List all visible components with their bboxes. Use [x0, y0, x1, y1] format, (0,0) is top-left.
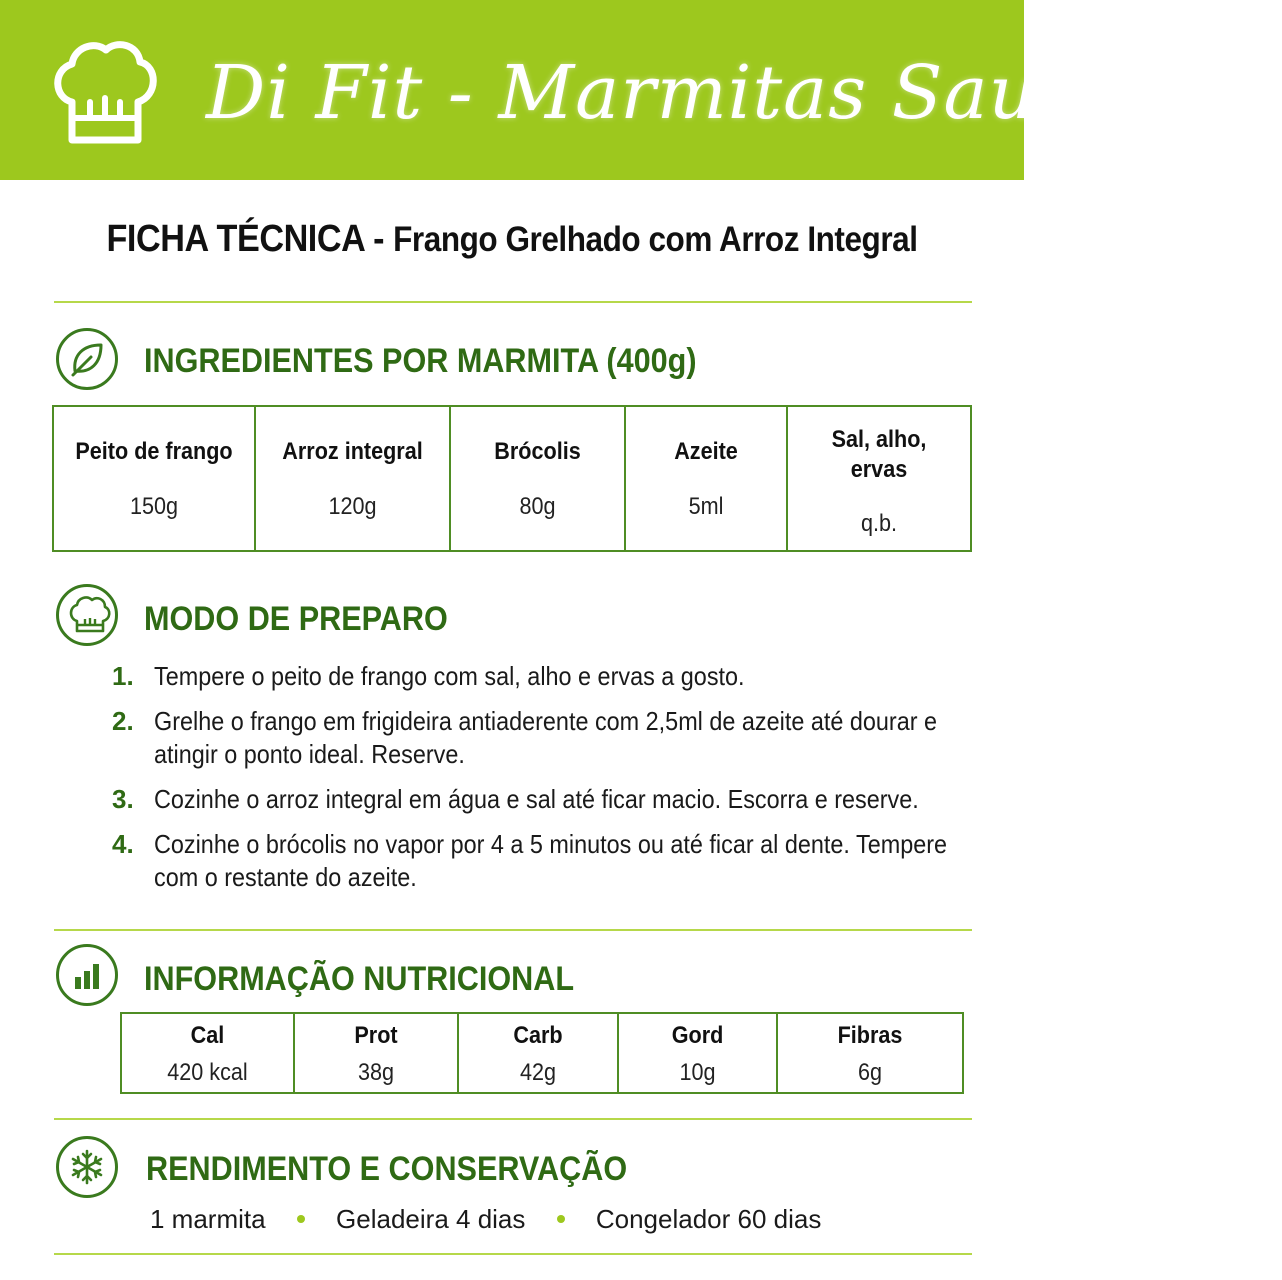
ingredient-name: Sal, alho, ervas	[831, 426, 927, 483]
nutrition-value: 6g	[857, 1059, 883, 1086]
recipe-name: Frango Grelhado com Arroz Integral	[393, 220, 918, 259]
ingredients-table	[52, 405, 972, 552]
ingredient-amount: 120g	[328, 493, 377, 520]
step-text: Tempere o peito de frango com sal, alho e ervas a gosto.	[154, 661, 745, 691]
ingredient-amount: q.b.	[860, 510, 898, 537]
storage-info	[150, 1202, 821, 1235]
step-number: 1.	[112, 661, 134, 691]
ingredient-amount: 150g	[129, 493, 179, 520]
nutrition-name: Carb	[513, 1022, 563, 1049]
nutrition-table	[120, 1012, 964, 1094]
nutrition-heading: INFORMAÇÃO NUTRICIONAL	[144, 960, 575, 998]
nutrition-cell	[459, 1014, 619, 1092]
nutrition-cell	[619, 1014, 778, 1092]
bar-chart-icon	[56, 944, 118, 1006]
storage-heading: RENDIMENTO E CONSERVAÇÃO	[146, 1150, 628, 1188]
title-main: FICHA TÉCNICA	[106, 218, 365, 260]
leaf-icon	[56, 328, 118, 390]
preparation-heading: MODO DE PREPARO	[144, 600, 448, 638]
divider	[54, 1118, 972, 1120]
nutrition-name: Cal	[190, 1022, 225, 1049]
chef-hat-icon	[50, 36, 158, 148]
divider	[54, 301, 972, 303]
bullet-dot	[297, 1215, 305, 1223]
ingredient-cell	[626, 407, 788, 550]
nutrition-value: 38g	[357, 1059, 395, 1086]
step-text: Cozinhe o brócolis no vapor por 4 a 5 minutos ou até ficar al dente. Tempere com o restante do azeite.	[154, 829, 948, 892]
freezer-text: Congelador 60 dias	[595, 1203, 822, 1234]
ingredient-name: Arroz integral	[282, 438, 423, 465]
ingredient-amount: 5ml	[688, 493, 724, 520]
title-separator: -	[364, 218, 394, 260]
step-item	[112, 828, 972, 894]
ingredient-name: Brócolis	[494, 438, 581, 465]
step-text: Cozinhe o arroz integral em água e sal até ficar macio. Escorra e reserve.	[154, 784, 919, 814]
nutrition-value: 42g	[519, 1059, 557, 1086]
ingredient-amount: 80g	[519, 493, 556, 520]
step-item	[112, 705, 972, 771]
step-number: 2.	[112, 706, 134, 736]
nutrition-cell	[122, 1014, 295, 1092]
yield-text: 1 marmita	[150, 1203, 266, 1234]
ingredient-cell	[54, 407, 256, 550]
ingredient-cell	[256, 407, 451, 550]
step-text: Grelhe o frango em frigideira antiaderente com 2,5ml de azeite até dourar e atingir o ponto ideal. Reserve.	[154, 706, 938, 769]
ingredient-name: Azeite	[674, 438, 738, 465]
divider	[54, 1253, 972, 1255]
nutrition-value: 10g	[679, 1059, 716, 1086]
header-banner	[0, 0, 1282, 180]
ingredient-cell	[451, 407, 626, 550]
preparation-steps	[112, 660, 972, 906]
nutrition-cell	[778, 1014, 962, 1092]
snowflake-icon	[56, 1136, 118, 1198]
nutrition-name: Fibras	[837, 1022, 903, 1049]
nutrition-cell	[295, 1014, 459, 1092]
brand-title: Di Fit - Marmitas Saudáveis	[206, 50, 1282, 136]
step-item	[112, 660, 972, 693]
step-item	[112, 783, 972, 816]
fridge-text: Geladeira 4 dias	[336, 1203, 526, 1234]
divider	[54, 929, 972, 931]
chef-hat-icon	[56, 584, 118, 646]
ingredient-cell	[788, 407, 970, 550]
page-title	[51, 218, 973, 261]
bullet-dot	[557, 1215, 565, 1223]
step-number: 3.	[112, 784, 134, 814]
step-number: 4.	[112, 829, 134, 859]
nutrition-value: 420 kcal	[167, 1059, 248, 1086]
ingredient-name: Peito de frango	[75, 438, 233, 465]
ingredients-heading: INGREDIENTES POR MARMITA (400g)	[144, 342, 697, 380]
nutrition-name: Prot	[354, 1022, 398, 1049]
nutrition-name: Gord	[671, 1022, 724, 1049]
